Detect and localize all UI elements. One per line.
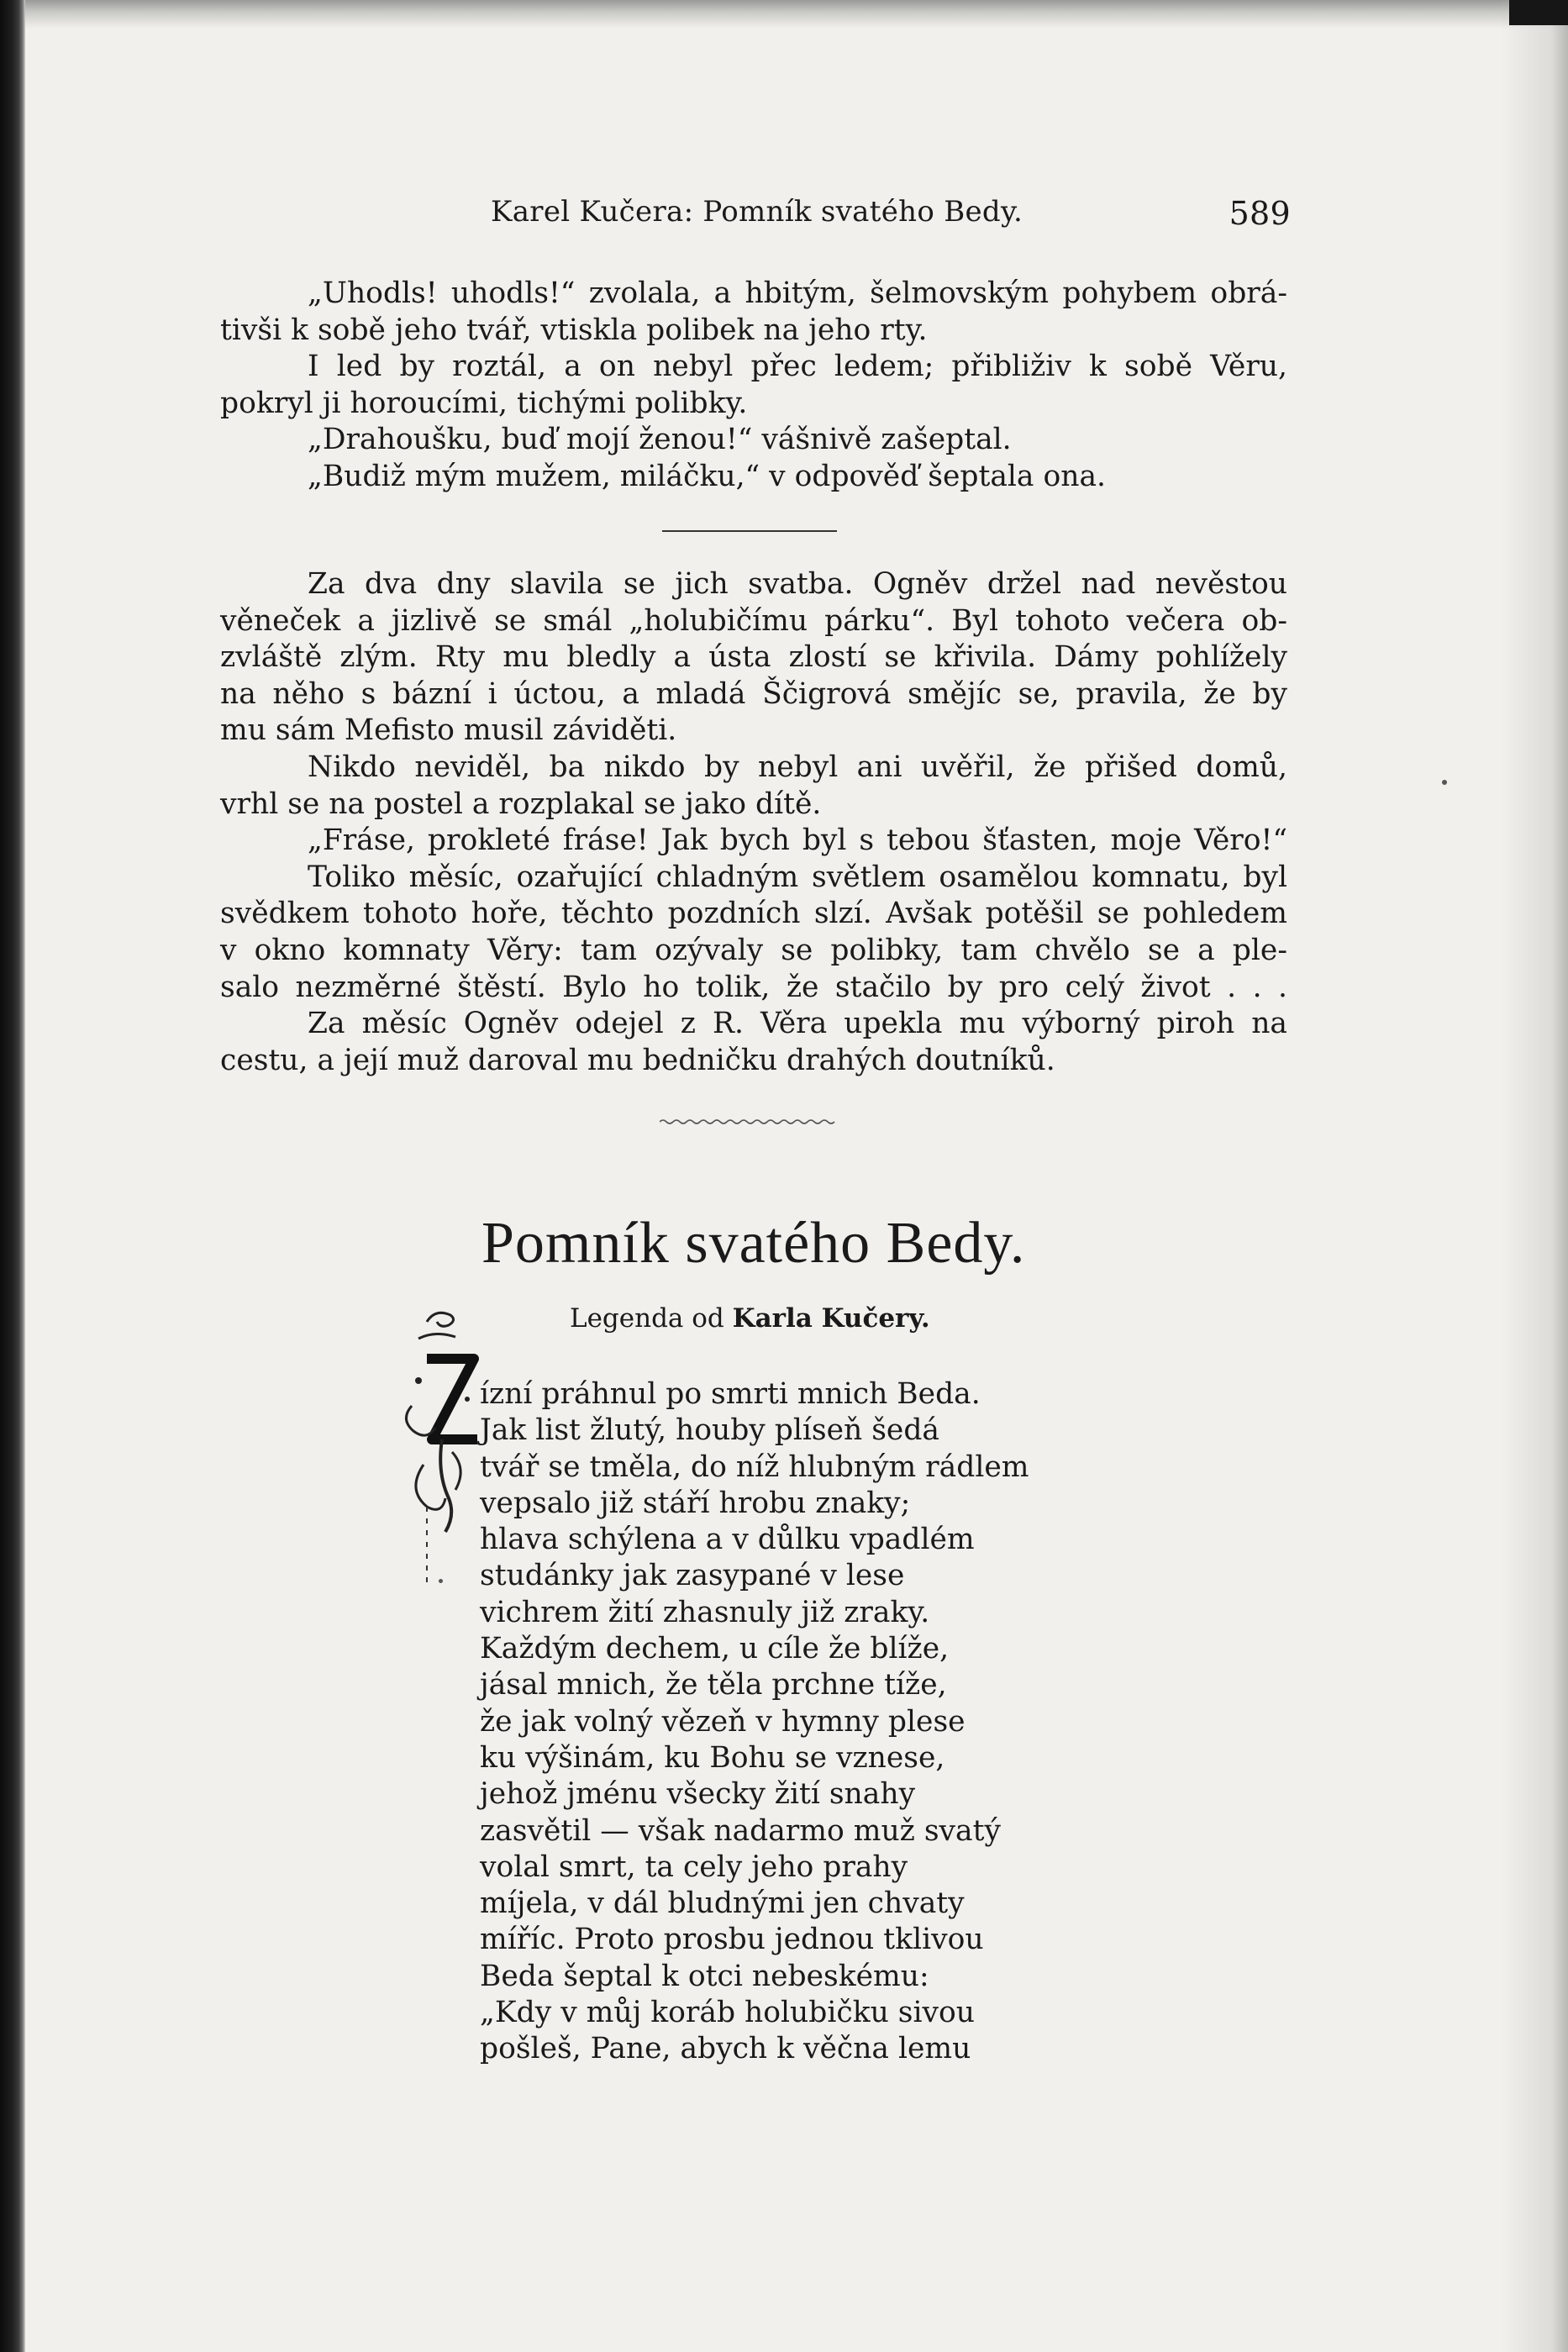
- poem-line: jásal mnich, že těla prchne tíže,: [480, 1668, 947, 1702]
- poem-line: tvář se tměla, do níž hlubným rádlem: [480, 1450, 1029, 1484]
- prose-line: mu sám Mefisto musil záviděti.: [220, 713, 677, 748]
- prose-line: věneček a jizlivě se smál „holubičímu párku“. Byl tohoto večera ob-: [220, 603, 1287, 638]
- poem-line: pošleš, Pane, abych k věčna lemu: [480, 2032, 971, 2066]
- poem-line: jehož jménu všecky žití snahy: [480, 1777, 916, 1812]
- poem-line: „Kdy v můj koráb holubičku sivou: [480, 1996, 976, 2030]
- print-speck: [439, 1579, 443, 1583]
- poem-line: Jak list žlutý, houby plíseň šedá: [480, 1413, 939, 1448]
- poem-line: zasvětil — však nadarmo muž svatý: [480, 1813, 1001, 1848]
- prose-line: I led by roztál, a on nebyl přec ledem; přibliživ k sobě Věru,: [308, 350, 1287, 384]
- poem-line: ízní práhnul po smrti mnich Beda.: [480, 1377, 981, 1411]
- poem-line: vichrem žití zhasnuly již zraky.: [480, 1595, 930, 1629]
- poem-title: Pomník svatého Bedy.: [481, 1211, 1026, 1276]
- poem-line: míjela, v dál bludnými jen chvaty: [480, 1886, 965, 1921]
- print-speck: [1442, 780, 1447, 785]
- poem-line: studánky jak zasypané v lese: [480, 1559, 905, 1593]
- prose-line: „Budiž mým mužem, miláčku,“ v odpověď šeptala ona.: [308, 459, 1106, 493]
- page-right-shadow: [1501, 0, 1568, 2352]
- prose-line: salo nezměrné štěstí. Bylo ho tolik, že stačilo by pro celý život . . .: [220, 970, 1287, 1004]
- section-divider-rule: [662, 530, 837, 532]
- prose-line: svědkem tohoto hoře, těchto pozdních slzí. Avšak potěšil se pohledem: [220, 897, 1287, 931]
- running-title: Karel Kučera: Pomník svatého Bedy.: [491, 195, 1023, 229]
- prose-line: „Uhodls! uhodls!“ zvolala, a hbitým, šelmovským pohybem obrá-: [308, 276, 1287, 310]
- prose-line: „Fráse, prokleté fráse! Jak bych byl s tebou šťasten, moje Věro!“: [308, 823, 1287, 858]
- prose-block-2: [220, 566, 1287, 1079]
- page-number: 589: [1229, 195, 1291, 232]
- poem-line: volal smrt, ta cely jeho prahy: [480, 1850, 908, 1884]
- page-binding-edge: [0, 0, 25, 2352]
- prose-line: zvláště zlým. Rty mu bledly a ústa zlostí se křivila. Dámy pohlížely: [220, 640, 1287, 675]
- poem-line: hlava schýlena a v důlku vpadlém: [480, 1523, 975, 1557]
- poem-body: [480, 1376, 1029, 2068]
- poem-line: míříc. Proto prosbu jednou tklivou: [480, 1923, 984, 1957]
- prose-line: Nikdo neviděl, ba nikdo by nebyl ani uvěřil, že přišed domů,: [308, 750, 1287, 784]
- prose-line: Za měsíc Ogněv odejel z R. Věra upekla mu výborný piroh na: [308, 1007, 1287, 1041]
- prose-line: v okno komnaty Věry: tam ozývaly se polibky, tam chvělo se a ple-: [220, 933, 1287, 967]
- prose-block-1: [220, 276, 1287, 496]
- poem-line: že jak volný vězeň v hymny plese: [480, 1704, 966, 1739]
- byline-author: Karla Kučery.: [732, 1303, 930, 1334]
- prose-line: cestu, a její muž daroval mu bedničku drahých doutníků.: [220, 1043, 1055, 1077]
- page-top-corner: [1509, 0, 1568, 25]
- prose-line: na něho s bázní i úctou, a mladá Ščigrová smějíc se, pravila, že by: [220, 676, 1287, 711]
- byline-prefix: Legenda od: [570, 1303, 724, 1334]
- prose-line: „Drahoušku, buď mojí ženou!“ vášnivě zašeptal.: [308, 423, 1012, 457]
- prose-line: vrhl se na postel a rozplakal se jako dítě.: [220, 787, 822, 821]
- poem-line: ku výšinám, ku Bohu se vznese,: [480, 1740, 945, 1775]
- prose-line: Toliko měsíc, ozařující chladným světlem osamělou komnatu, byl: [308, 860, 1287, 894]
- prose-line: tivši k sobě jeho tvář, vtiskla polibek na jeho rty.: [220, 313, 928, 347]
- page-top-edge: [25, 0, 1568, 29]
- poem-line: Každým dechem, u cíle že blíže,: [480, 1632, 950, 1666]
- decorated-initial-letter: [393, 1305, 487, 1582]
- poem-line: vepsalo již stáří hrobu znaky;: [480, 1486, 911, 1520]
- poem-line: Beda šeptal k otci nebeskému:: [480, 1959, 929, 1993]
- ornamental-wavy-divider: [660, 1115, 836, 1129]
- poem-byline: [570, 1303, 930, 1334]
- prose-line: pokryl ji horoucími, tichými polibky.: [220, 386, 748, 420]
- prose-line: Za dva dny slavila se jich svatba. Ogněv držel nad nevěstou: [308, 567, 1287, 601]
